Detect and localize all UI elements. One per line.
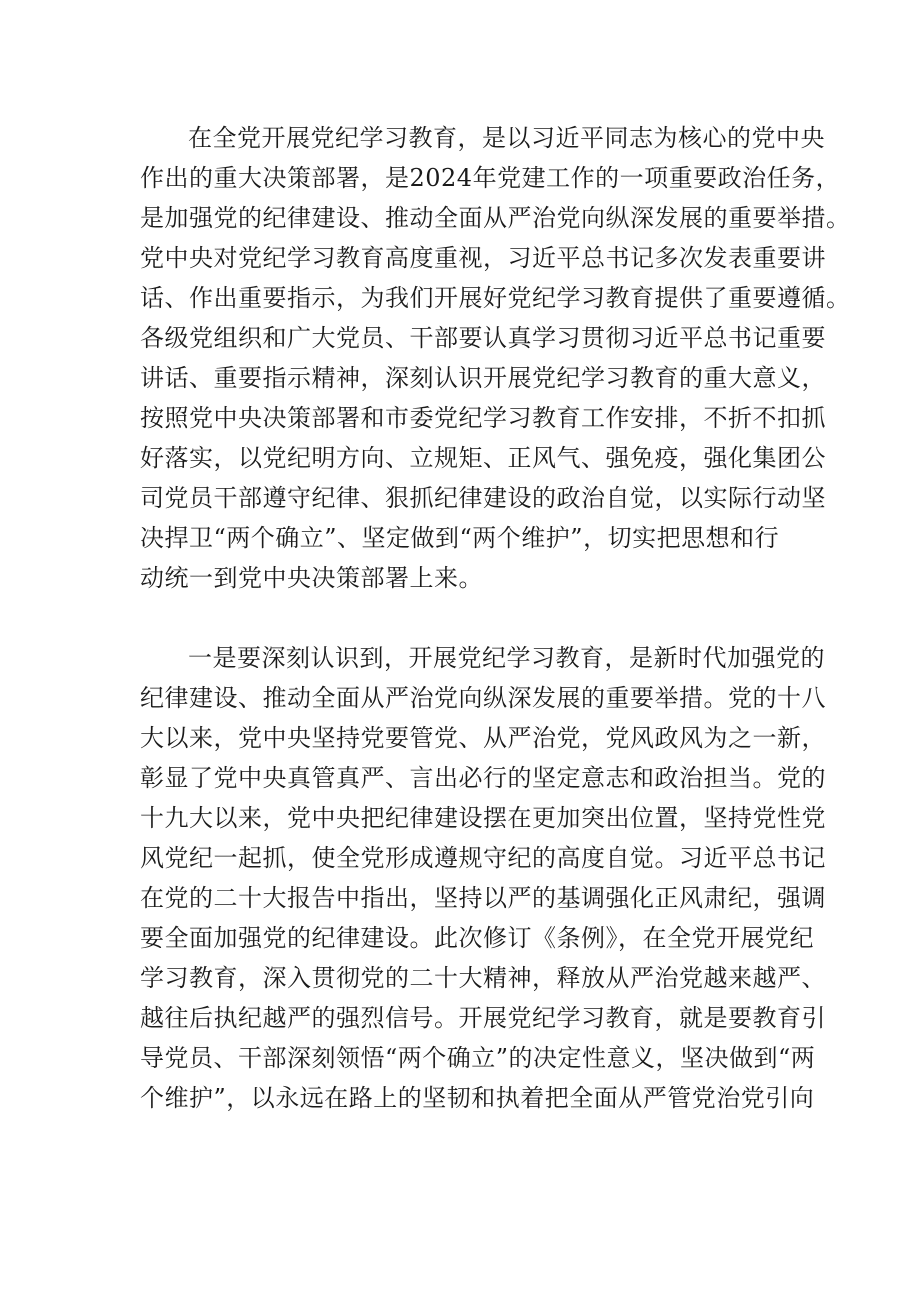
paragraph-2-line-11: 导党员、干部深刻领悟“两个确立”的决定性意义，坚决做到“两 — [140, 1044, 816, 1072]
paragraph-1-line-5: 话、作出重要指示，为我们开展好党纪学习教育提供了重要遵循。 — [140, 284, 851, 312]
paragraph-1-line-1: 在全党开展党纪学习教育，是以习近平同志为核心的党中央 — [188, 124, 825, 152]
paragraph-1-line-12: 动统一到党中央决策部署上来。 — [140, 564, 483, 592]
paragraph-1-line-4: 党中央对党纪学习教育高度重视，习近平总书记多次发表重要讲 — [140, 244, 826, 272]
paragraph-1-line-7: 讲话、重要指示精神，深刻认识开展党纪学习教育的重大意义， — [140, 364, 826, 392]
paragraph-2-line-5: 十九大以来，党中央把纪律建设摆在更加突出位置，坚持党性党 — [140, 804, 826, 832]
paragraph-2-line-8: 要全面加强党的纪律建设。此次修订《条例》，在全党开展党纪 — [140, 924, 814, 952]
paragraph-2-line-10: 越往后执纪越严的强烈信号。开展党纪学习教育，就是要教育引 — [140, 1004, 826, 1032]
paragraph-2-line-2: 纪律建设、推动全面从严治党向纵深发展的重要举措。党的十八 — [140, 684, 826, 712]
paragraph-2-line-3: 大以来，党中央坚持党要管党、从严治党，党风政风为之一新， — [140, 724, 826, 752]
paragraph-1-line-2: 作出的重大决策部署，是2024年党建工作的一项重要政治任务， — [140, 164, 841, 192]
paragraph-2-line-7: 在党的二十大报告中指出，坚持以严的基调强化正风肃纪，强调 — [140, 884, 826, 912]
paragraph-1-line-3: 是加强党的纪律建设、推动全面从严治党向纵深发展的重要举措。 — [140, 204, 851, 232]
paragraph-2-line-9: 学习教育，深入贯彻党的二十大精神，释放从严治党越来越严、 — [140, 964, 826, 992]
paragraph-2-line-6: 风党纪一起抓，使全党形成遵规守纪的高度自觉。习近平总书记 — [140, 844, 826, 872]
paragraph-2-line-12: 个维护”，以永远在路上的坚韧和执着把全面从严管党治党引向 — [140, 1084, 815, 1112]
paragraph-1-line-11: 决捍卫“两个确立”、坚定做到“两个维护”，切实把思想和行 — [140, 524, 780, 552]
paragraph-1-line-10: 司党员干部遵守纪律、狠抓纪律建设的政治自觉，以实际行动坚 — [140, 484, 826, 512]
paragraph-2-line-4: 彰显了党中央真管真严、言出必行的坚定意志和政治担当。党的 — [140, 764, 826, 792]
paragraph-1-line-8: 按照党中央决策部署和市委党纪学习教育工作安排，不折不扣抓 — [140, 404, 826, 432]
paragraph-1-line-9: 好落实，以党纪明方向、立规矩、正风气、强免疫，强化集团公 — [140, 444, 826, 472]
paragraph-2-line-1: 一是要深刻认识到，开展党纪学习教育，是新时代加强党的 — [188, 644, 825, 672]
paragraph-1-line-6: 各级党组织和广大党员、干部要认真学习贯彻习近平总书记重要 — [140, 324, 826, 352]
